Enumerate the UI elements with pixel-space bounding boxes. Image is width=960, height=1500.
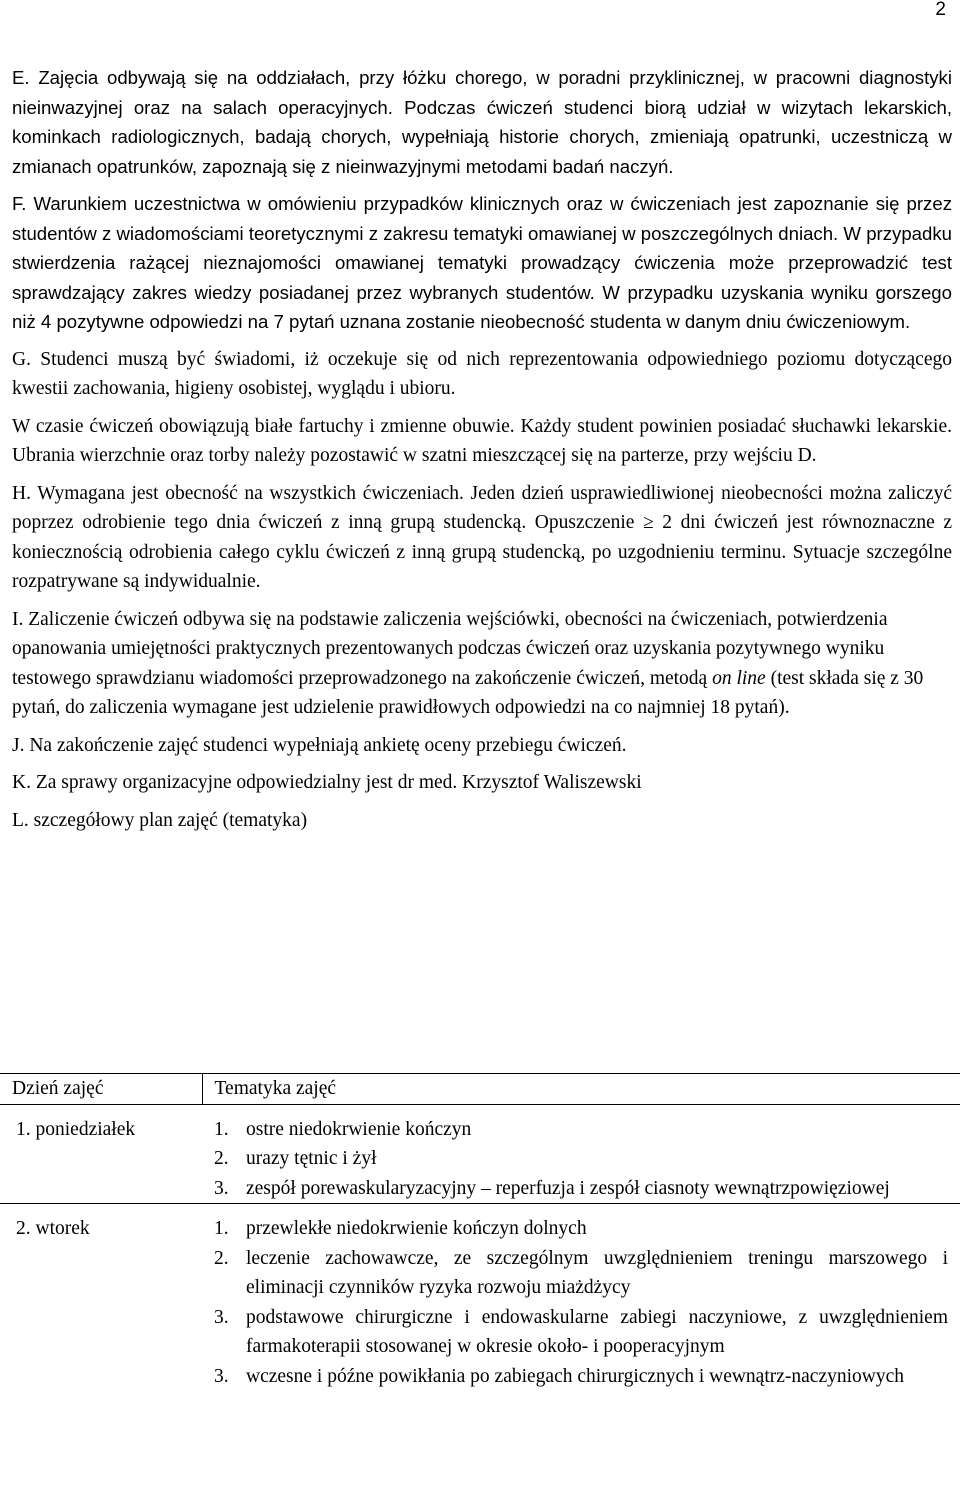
paragraph-g: G. Studenci muszą być świadomi, iż oczekuje się od nich reprezentowania odpowiedniego poziomu dotyczącego kwestii zachowania, higieny osobistej, wyglądu i ubioru. — [12, 348, 952, 399]
paragraph-h-part1: H. Wymagana jest obecność na wszystkich ćwiczeniach. Jeden dzień usprawiedliwionej nieobecności można zaliczyć poprzez odrobienie tego dnia ćwiczeń z inną grupą studencką. Opuszczenie — [12, 482, 952, 533]
paragraph-l: L. szczegółowy plan zajęć (tematyka) — [12, 809, 308, 831]
topic-item — [214, 1115, 948, 1145]
schedule-table — [0, 1073, 960, 1391]
topic-number: 1. — [214, 1218, 229, 1239]
paragraph-j: J. Na zakończenie zajęć studenci wypełniają ankietę oceny przebiegu ćwiczeń. — [12, 734, 627, 756]
paragraph-e-part1: E. Zajęcia odbywają się na oddziałach, przy łóżku chorego, w poradni przyklinicznej, w pracowni diagnostyki nieinwazyjnej oraz na salach operacyjnych. — [12, 67, 952, 118]
day-cell: 1. poniedziałek — [0, 1104, 202, 1204]
topic-item — [214, 1214, 948, 1244]
header-day: Dzień zajęć — [0, 1074, 202, 1105]
topic-number: 2. — [214, 1247, 229, 1269]
topic-item — [214, 1244, 948, 1303]
topic-item — [214, 1144, 948, 1174]
paragraph-i-part1: I. Zaliczenie ćwiczeń odbywa się na podstawie zaliczenia wejściówki, obecności na ćwiczeniach, potwierdzenia opanowania umiejętności praktycznych prezentowanych podczas ćwiczeń oraz uzyskania pozytywnego wyniku testowego sprawdzianu wiadomości przeprowadzonego na zakończenie ćwiczeń, metodą — [12, 608, 888, 689]
document-body — [12, 63, 952, 843]
table-header-row — [0, 1074, 960, 1105]
paragraph-i-part2: (test składa się z 30 pytań, do zaliczenia wymagane jest udzielenie prawidłowych odpowiedzi na co najmniej 18 pytań). — [12, 667, 924, 718]
table-row — [0, 1104, 960, 1204]
table-row — [0, 1204, 960, 1392]
paragraph-h-part2: 2 dni ćwiczeń jest równoznaczne z koniecznością odrobienia całego cyklu ćwiczeń z inną grupą studencką, po uzgodnieniu terminu. Sytuacje szczególne rozpatrywane są indywidualnie. — [12, 512, 953, 592]
topic-number: 1. — [214, 1118, 229, 1140]
schedule-table-container — [0, 1073, 960, 1391]
topics-cell — [202, 1204, 960, 1392]
greater-equal-symbol: ≥ — [642, 512, 654, 533]
topic-number: 3. — [214, 1306, 229, 1328]
paragraph-k: K. Za sprawy organizacyjne odpowiedzialny jest dr med. Krzysztof Waliszewski — [12, 772, 642, 793]
topic-item — [214, 1303, 948, 1362]
topics-cell — [202, 1104, 960, 1204]
paragraph-f — [12, 189, 952, 337]
paragraph-f-part2: W przypadku stwierdzenia rażącej nieznajomości omawianej tematyki prowadzący ćwiczenia może przeprowadzić test sprawdzający zakres wiedzy posiadanej przez wybranych studentów. — [12, 222, 952, 303]
day-cell: 2. wtorek — [16, 1218, 90, 1239]
page-number: 2 — [935, 0, 946, 20]
topic-text: przewlekłe niedokrwienie kończyn dolnych — [246, 1218, 587, 1239]
topic-text: zespół porewaskularyzacyjny – reperfuzja i zespół ciasnoty wewnątrzpowięziowej — [246, 1177, 890, 1199]
paragraph-i-italic: on line — [712, 667, 766, 689]
paragraph-h — [12, 479, 952, 597]
topic-item — [214, 1362, 948, 1392]
paragraph-f-part1: F. Warunkiem uczestnictwa w omówieniu przypadków klinicznych oraz w ćwiczeniach jest zapoznanie się przez studentów z wiadomościami teoretycznymi z zakresu tematyki omawianej w poszczególnych dniach. — [12, 193, 952, 244]
paragraph-e — [12, 63, 952, 181]
paragraph-g-dress-code: W czasie ćwiczeń obowiązują białe fartuchy i zmienne obuwie. Każdy student powinien posiadać słuchawki lekarskie. Ubrania wierzchnie oraz torby należy pozostawić w szatni mieszczącej się na parterze, przy wejściu D. — [12, 415, 952, 466]
paragraph-e-part2: Podczas ćwiczeń studenci biorą udział w wizytach lekarskich, kominkach radiologicznych, badają chorych, wypełniają historie chorych, zmieniają opatrunki, uczestniczą w zmianach opatrunków, zapoznają się z nieinwazyjnymi metodami badań naczyń. — [12, 96, 953, 177]
paragraph-f-part3: W przypadku uzyskania wyniku gorszego niż 4 pozytywne odpowiedzi na 7 pytań uznana zostanie nieobecność studenta w danym dniu ćwiczeniowym. — [12, 281, 952, 332]
header-topic: Tematyka zajęć — [202, 1074, 960, 1105]
topic-text: podstawowe chirurgiczne i endowaskularne zabiegi naczyniowe, z uwzględnieniem farmakoterapii stosowanej w okresie około- i pooperacyjnym — [246, 1306, 948, 1357]
topic-text: urazy tętnic i żył — [246, 1148, 377, 1169]
topic-text: wczesne i późne powikłania po zabiegach chirurgicznych i wewnątrz-naczyniowych — [246, 1365, 905, 1387]
topic-text: ostre niedokrwienie kończyn — [246, 1118, 472, 1140]
topic-number: 3. — [214, 1177, 229, 1199]
topic-text: leczenie zachowawcze, ze szczególnym uwzględnieniem treningu marszowego i eliminacji czynników ryzyka rozwoju miażdżycy — [246, 1247, 948, 1298]
topic-number: 2. — [214, 1148, 229, 1169]
paragraph-i — [12, 605, 952, 723]
topic-item — [214, 1174, 948, 1204]
topic-number: 3. — [214, 1365, 229, 1387]
